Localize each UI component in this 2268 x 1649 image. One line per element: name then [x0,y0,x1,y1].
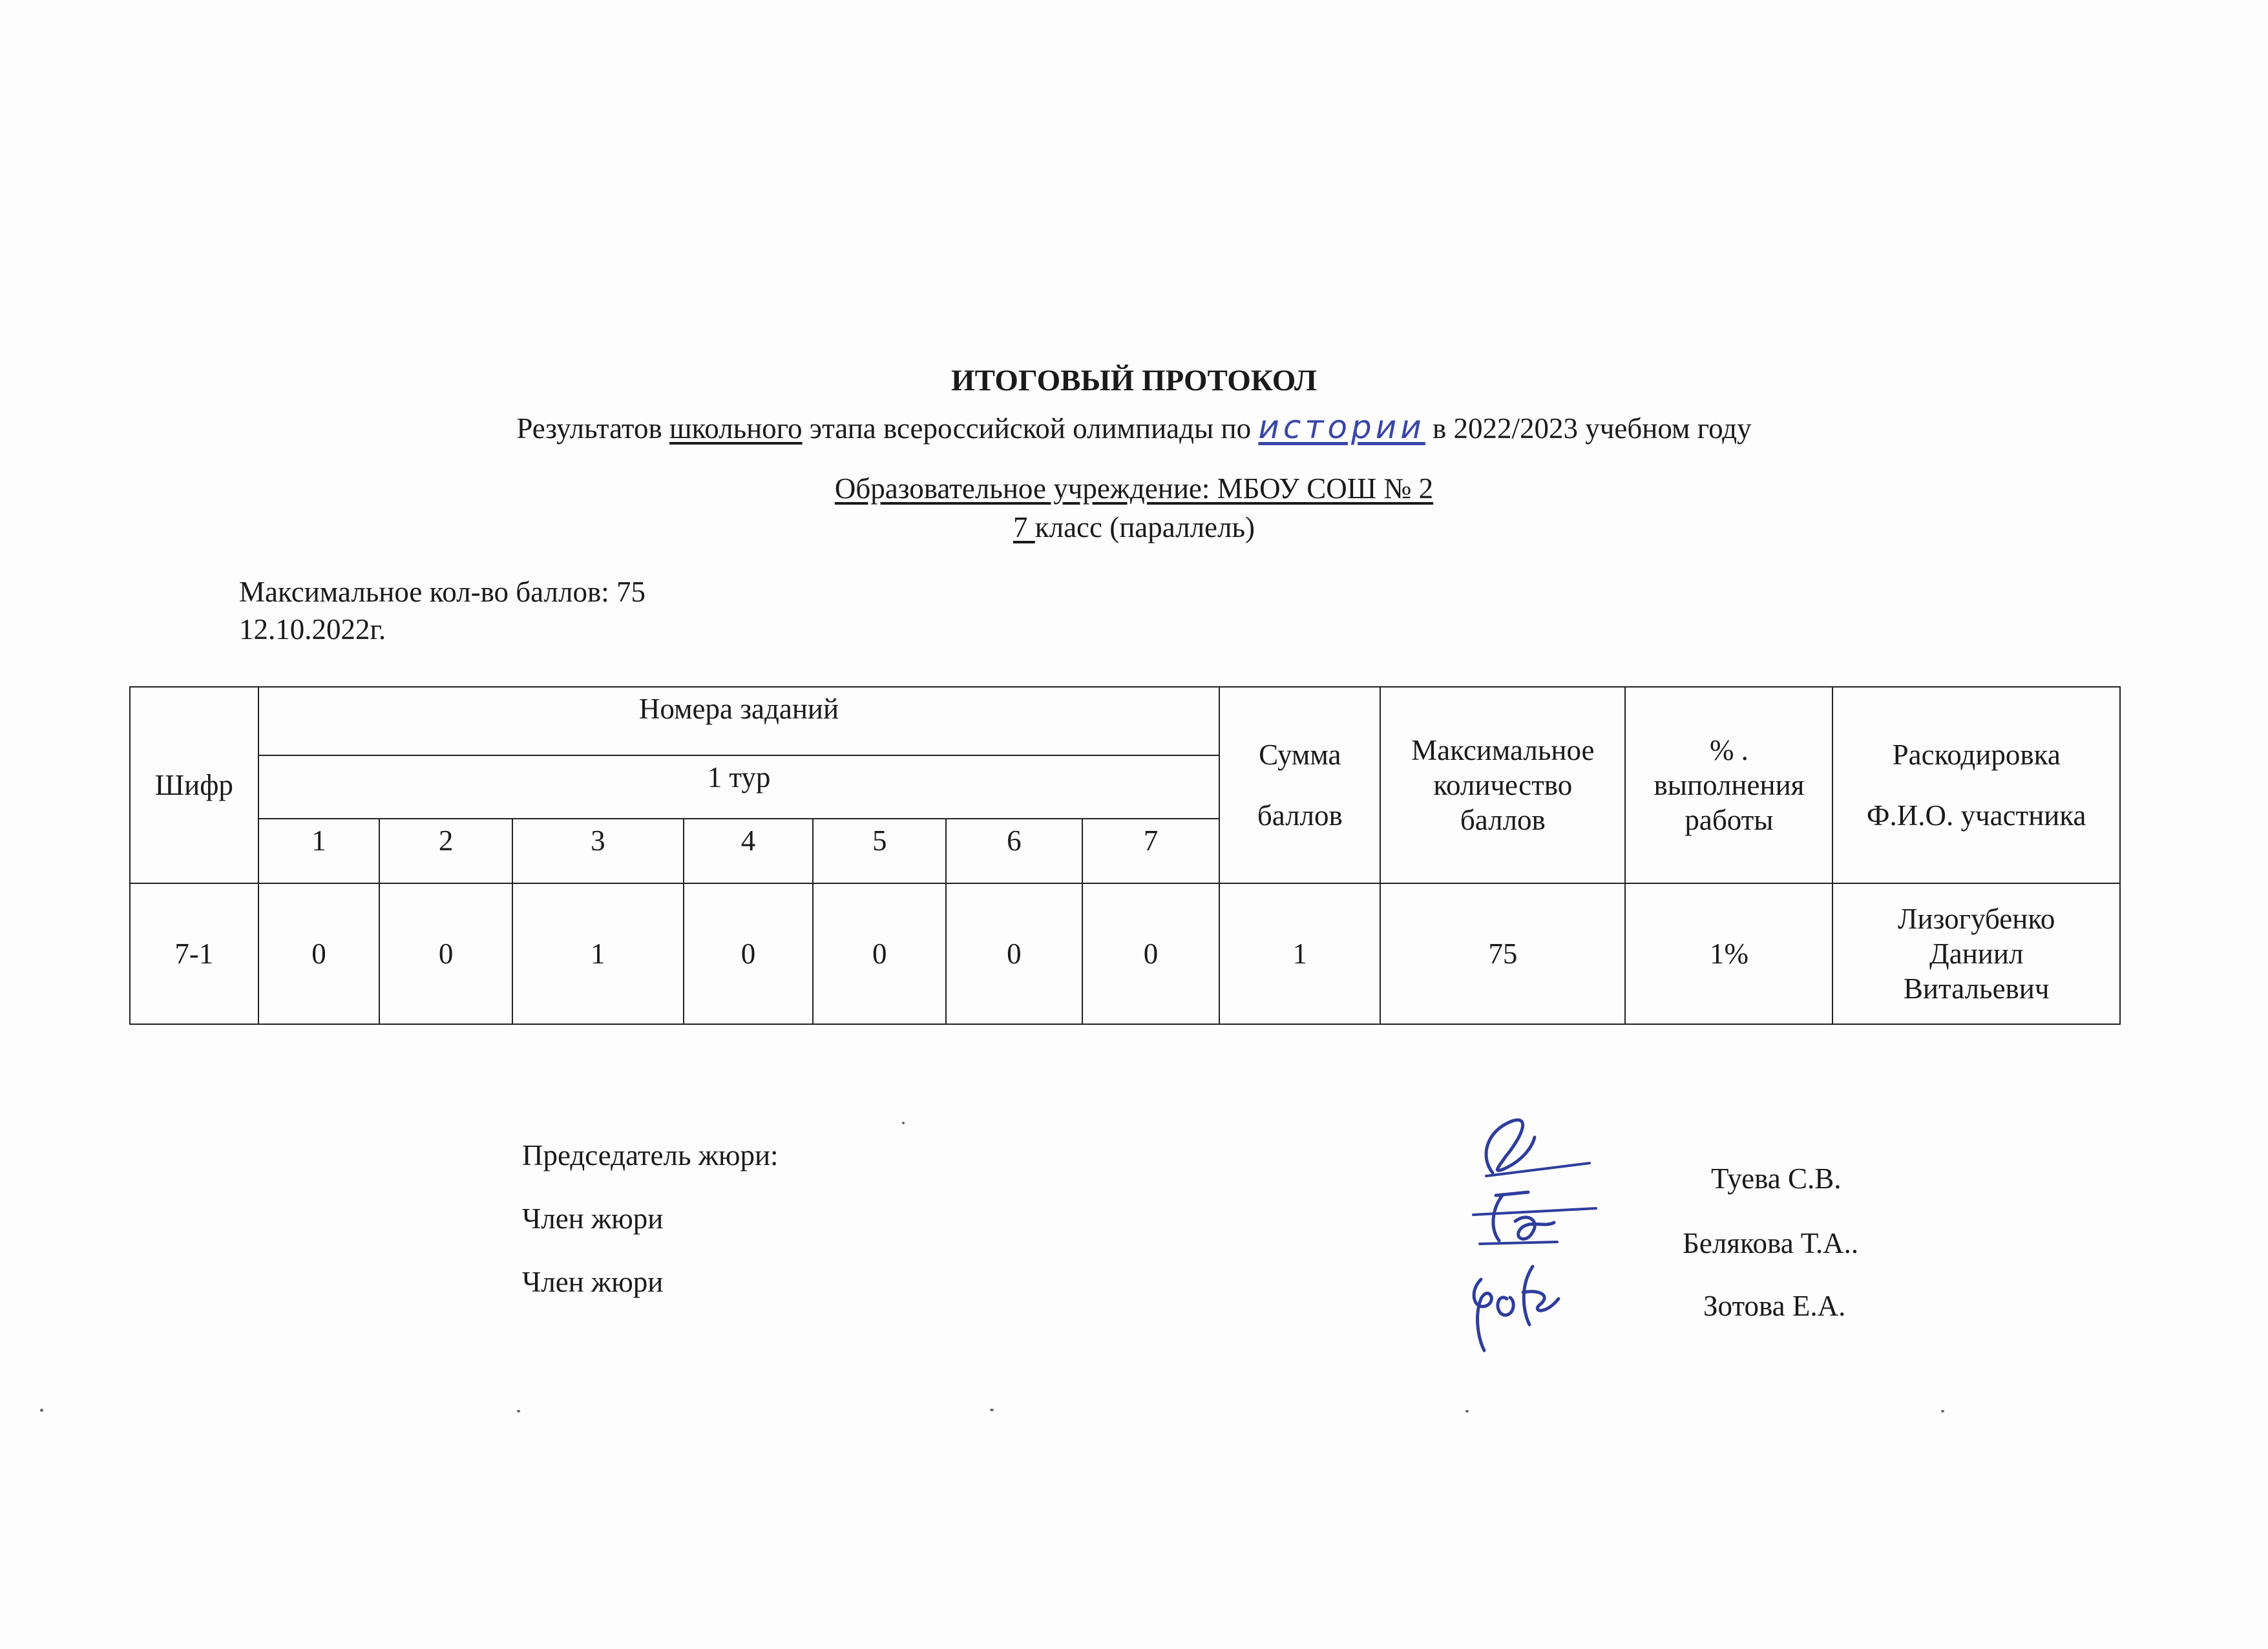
task-number-4: 4 [684,819,814,883]
jury-chair-name: Туева С.В. [1711,1162,1842,1195]
header-row-tasks [130,687,2120,755]
class-suffix: класс (параллель) [1034,511,1255,543]
header-decode: Раскодировка Ф.И.О. участника [1832,687,2120,883]
chair-signature [1467,1111,1596,1189]
member-1-signature [1467,1182,1609,1254]
subtitle-suffix: в 2022/2023 учебном году [1425,412,1752,445]
table-row [130,883,2120,1024]
class-number: 7 [1013,511,1035,543]
scan-speck [902,1122,905,1124]
score-task-4: 0 [684,883,814,1024]
task-number-2: 2 [379,819,512,883]
participant-code: 7-1 [130,883,258,1024]
subject-handwritten: истории [1258,408,1425,446]
jury-member-1-label: Член жюри [522,1203,664,1235]
score-task-2: 0 [379,883,512,1024]
protocol-title: ИТОГОВЫЙ ПРОТОКОЛ [951,364,1317,397]
scan-speck [40,1409,43,1412]
header-task-numbers: Номера заданий [258,687,1220,755]
institution-line: Образовательное учреждение: МБОУ СОШ № 2 [834,472,1434,505]
header-percent: % . выполнения работы [1625,687,1832,883]
task-number-1: 1 [258,819,380,883]
olympiad-stage: школьного [669,412,803,445]
protocol-subtitle [0,408,2268,446]
jury-member-2-name: Зотова Е.А. [1703,1290,1846,1322]
score-task-1: 0 [258,883,380,1024]
task-number-5: 5 [813,819,946,883]
header-max: Максимальное количество баллов [1380,687,1625,883]
score-sum: 1 [1219,883,1380,1024]
scan-speck [1465,1410,1469,1413]
score-task-7: 0 [1082,883,1220,1024]
scan-speck [1941,1410,1944,1413]
subtitle-prefix: Результатов [516,412,669,445]
member-2-signature [1462,1254,1584,1363]
header-tour: 1 тур [258,755,1220,819]
task-number-3: 3 [512,819,684,883]
jury-member-1-name: Белякова Т.А.. [1683,1227,1859,1259]
class-line [0,510,2268,544]
score-task-3: 1 [512,883,684,1024]
protocol-date: 12.10.2022г. [239,613,386,646]
participant-name: Лизогубенко Даниил Витальевич [1832,883,2120,1024]
results-table [129,686,2121,1025]
scan-speck [990,1409,994,1411]
jury-member-2-label: Член жюри [522,1266,664,1298]
completion-percent: 1% [1625,883,1832,1024]
jury-chair-label: Председатель жюри: [522,1139,779,1171]
score-task-6: 0 [946,883,1082,1024]
task-number-6: 6 [946,819,1082,883]
task-number-7: 7 [1082,819,1220,883]
header-code: Шифр [130,687,258,883]
max-points-info: Максимальное кол-во баллов: 75 [239,576,646,608]
scan-speck [517,1410,520,1413]
score-task-5: 0 [813,883,946,1024]
max-score: 75 [1380,883,1625,1024]
subtitle-middle: этапа всероссийской олимпиады по [802,412,1259,445]
header-sum: Сумма баллов [1219,687,1380,883]
